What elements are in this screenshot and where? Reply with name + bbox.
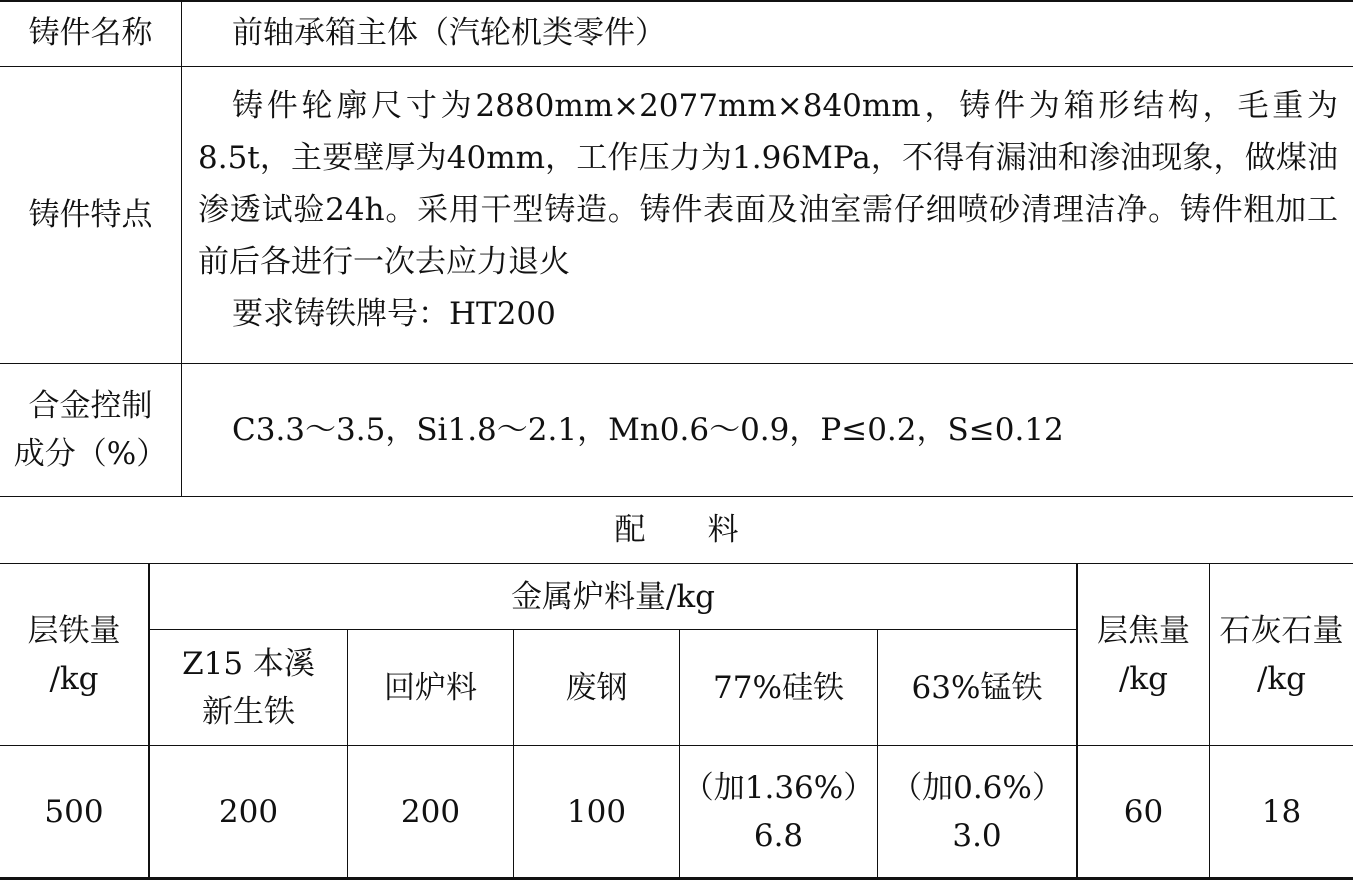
value-ferrosilicon xyxy=(680,746,877,877)
ferrosilicon-addition: （加1.36%） xyxy=(682,769,875,806)
layer-iron-label: 层铁量 xyxy=(27,612,121,649)
alloy-label-line2: 成分（%） xyxy=(13,435,168,472)
value-ferromanganese xyxy=(878,746,1076,877)
value-return-scrap: 200 xyxy=(400,793,461,830)
header-ferrosilicon: 77%硅铁 xyxy=(713,669,844,706)
value-layer-iron: 500 xyxy=(44,793,104,830)
casting-features-text: 铸件轮廓尺寸为2880mm×2077mm×840mm，铸件为箱形结构，毛重为8.5t，主要壁厚为40mm，工作压力为1.96MPa，不得有漏油和渗油现象，做煤油渗透试验24h。采用干型铸造。铸件表面及油室需仔细喷砂清理洁净。铸件粗加工前后各进行一次去应力退火 xyxy=(198,88,1338,280)
divider-row1 xyxy=(0,66,1353,67)
ferromanganese-amount: 3.0 xyxy=(952,817,1002,854)
alloy-control-label xyxy=(0,363,181,496)
ferromanganese-addition: （加0.6%） xyxy=(891,769,1063,806)
casting-name-label: 铸件名称 xyxy=(28,15,153,51)
section-title: 配 料 xyxy=(614,512,739,548)
ferrosilicon-amount: 6.8 xyxy=(753,817,804,854)
casting-features-cell xyxy=(198,80,1338,352)
casting-grade-requirement: 要求铸铁牌号：HT200 xyxy=(232,296,556,332)
header-limestone xyxy=(1210,564,1353,745)
alloy-control-value: C3.3～3.5，Si1.8～2.1，Mn0.6～0.9，P≤0.2，S≤0.12 xyxy=(232,411,1064,448)
header-pig-iron xyxy=(150,630,347,745)
layer-coke-label: 层焦量 xyxy=(1097,612,1190,649)
layer-iron-unit: /kg xyxy=(49,660,99,697)
header-return-scrap: 回炉料 xyxy=(384,669,477,706)
casting-features-label: 铸件特点 xyxy=(28,196,153,233)
pig-iron-line1: Z15 本溪 xyxy=(182,645,315,682)
header-ferromanganese: 63%锰铁 xyxy=(911,669,1043,706)
limestone-unit: /kg xyxy=(1256,660,1307,697)
value-layer-coke: 60 xyxy=(1123,793,1164,830)
alloy-label-line1: 合金控制 xyxy=(28,387,153,424)
header-metal-charge: 金属炉料量/kg xyxy=(510,578,716,615)
layer-coke-unit: /kg xyxy=(1118,660,1169,697)
header-layer-coke xyxy=(1078,564,1209,745)
value-limestone: 18 xyxy=(1261,793,1302,830)
pig-iron-line2: 新生铁 xyxy=(202,693,295,730)
limestone-label: 石灰石量 xyxy=(1219,612,1344,649)
value-pig-iron: 200 xyxy=(218,793,279,830)
value-steel-scrap: 100 xyxy=(566,793,627,830)
info-column-divider xyxy=(181,0,182,497)
casting-name-value: 前轴承箱主体（汽轮机类零件） xyxy=(232,15,666,51)
header-layer-iron xyxy=(0,564,148,745)
header-steel-scrap: 废钢 xyxy=(565,669,628,706)
